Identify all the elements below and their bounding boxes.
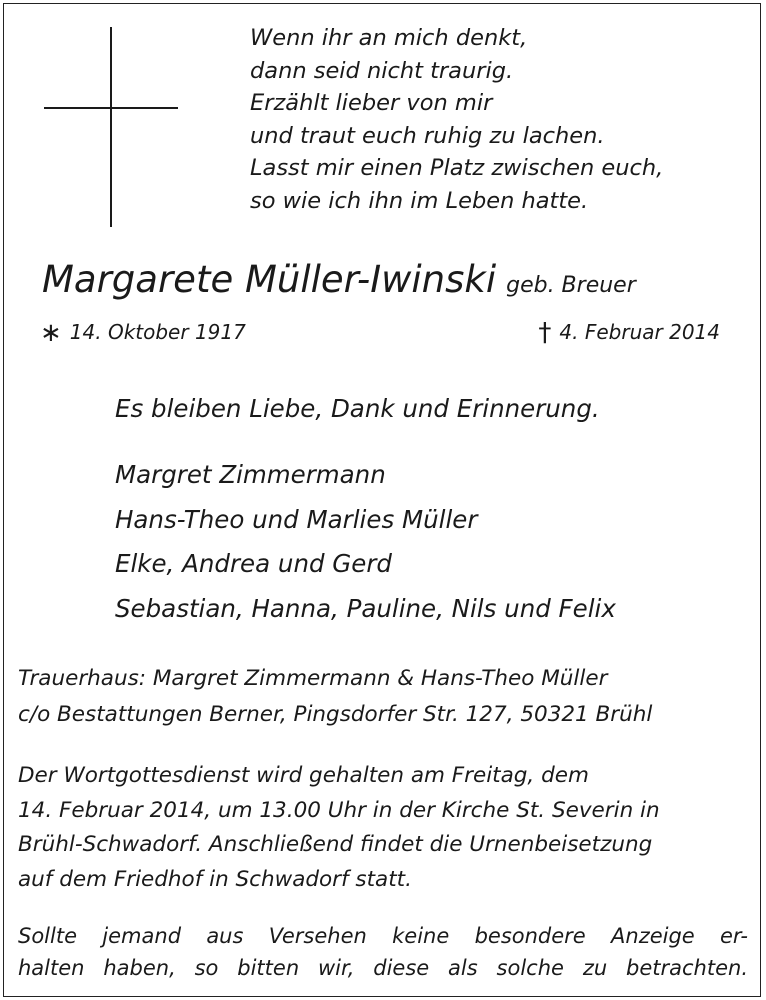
service-info bbox=[18, 759, 748, 897]
mourning-house bbox=[18, 661, 652, 733]
deceased-birth-name: geb. Breuer bbox=[506, 273, 636, 298]
mourner-line: Sebastian, Hanna, Pauline, Nils und Felix bbox=[115, 593, 616, 623]
deceased-name: Margarete Müller-Iwinski bbox=[42, 258, 497, 301]
birth-date: 14. Oktober 1917 bbox=[69, 320, 246, 344]
mourning-house-line: Trauerhaus: Margret Zimmermann & Hans-Theo Müller bbox=[18, 666, 608, 691]
mourner-line: Elke, Andrea und Gerd bbox=[115, 549, 392, 578]
poem-line: so wie ich ihn im Leben hatte. bbox=[250, 187, 589, 214]
motto: Es bleiben Liebe, Dank und Erinnerung. bbox=[115, 394, 600, 423]
death-cross-icon: † bbox=[538, 318, 552, 348]
deceased-heading bbox=[42, 258, 636, 301]
poem-line: und traut euch ruhig zu lachen. bbox=[250, 122, 605, 149]
mourners-list bbox=[115, 453, 616, 631]
service-line: Der Wortgottesdienst wird gehalten am Freitag, dem bbox=[18, 763, 589, 788]
mourner-line: Margret Zimmermann bbox=[115, 460, 386, 489]
poem-line: Erzählt lieber von mir bbox=[250, 90, 493, 116]
service-line: auf dem Friedhof in Schwadorf statt. bbox=[18, 866, 412, 892]
death-date-group bbox=[538, 318, 720, 348]
life-dates bbox=[40, 318, 720, 348]
poem-line: Lasst mir einen Platz zwischen euch, bbox=[250, 155, 664, 181]
cross-horizontal-bar bbox=[44, 107, 178, 109]
closing-line: halten haben, so bitten wir, diese als solche zu betrachten. bbox=[18, 956, 748, 980]
poem-line: dann seid nicht traurig. bbox=[250, 57, 514, 84]
service-line: 14. Februar 2014, um 13.00 Uhr in der Kirche St. Severin in bbox=[18, 797, 660, 823]
poem-line: Wenn ihr an mich denkt, bbox=[250, 25, 528, 51]
mourner-line: Hans-Theo und Marlies Müller bbox=[115, 504, 478, 534]
cross-vertical-bar bbox=[110, 27, 112, 227]
closing-note bbox=[18, 920, 748, 984]
death-date: 4. Februar 2014 bbox=[559, 320, 720, 344]
mourning-house-address: c/o Bestattungen Berner, Pingsdorfer Str. 127, 50321 Brühl bbox=[18, 702, 653, 727]
closing-line: Sollte jemand aus Versehen keine besondere Anzeige er- bbox=[18, 924, 748, 948]
service-line: Brühl-Schwadorf. Anschließend findet die Urnenbeisetzung bbox=[18, 832, 653, 857]
birth-star-icon: ∗ bbox=[40, 318, 62, 348]
poem bbox=[250, 22, 663, 217]
birth-date-group bbox=[40, 318, 246, 348]
